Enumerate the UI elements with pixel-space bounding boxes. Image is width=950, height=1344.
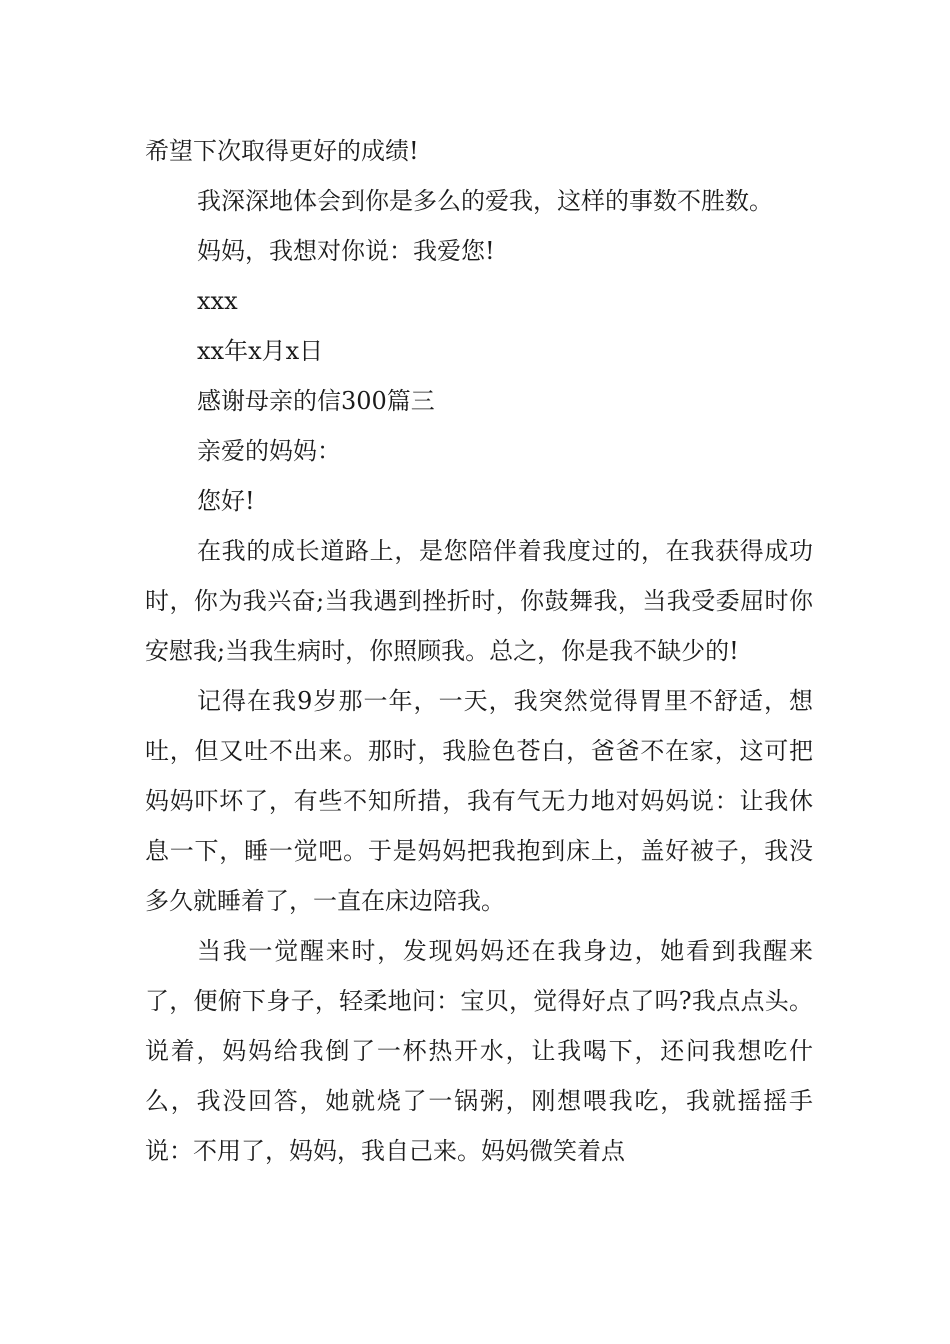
document-body: [145, 126, 813, 1176]
paragraph: 我深深地体会到你是多么的爱我，这样的事数不胜数。: [197, 187, 773, 215]
signature-date: xx年x月x日: [197, 337, 324, 365]
section-title: 感谢母亲的信300篇三: [197, 387, 435, 415]
paragraph: 希望下次取得更好的成绩!: [145, 137, 419, 165]
paragraph: 妈妈，我想对你说：我爱您!: [197, 237, 495, 265]
salutation: 亲爱的妈妈：: [197, 437, 341, 465]
paragraph: 记得在我9岁那一年，一天，我突然觉得胃里不舒适，想吐，但又吐不出来。那时，我脸色苍白，爸爸不在家，这可把妈妈吓坏了，有些不知所措，我有气无力地对妈妈说：让我休息一下，睡一觉吧。于是妈妈把我抱到床上，盖好被子，我没多久就睡着了，一直在床边陪我。: [145, 687, 813, 915]
greeting: 您好!: [197, 487, 255, 515]
signature-name: xxx: [197, 287, 238, 315]
paragraph: 当我一觉醒来时，发现妈妈还在我身边，她看到我醒来了，便俯下身子，轻柔地问：宝贝，觉得好点了吗?我点点头。说着，妈妈给我倒了一杯热开水，让我喝下，还问我想吃什么，我没回答，她就烧了一锅粥，刚想喂我吃，我就摇摇手说：不用了，妈妈，我自己来。妈妈微笑着点: [145, 937, 813, 1165]
paragraph: 在我的成长道路上，是您陪伴着我度过的，在我获得成功时，你为我兴奋;当我遇到挫折时，你鼓舞我，当我受委屈时你安慰我;当我生病时，你照顾我。总之，你是我不缺少的!: [145, 537, 813, 665]
